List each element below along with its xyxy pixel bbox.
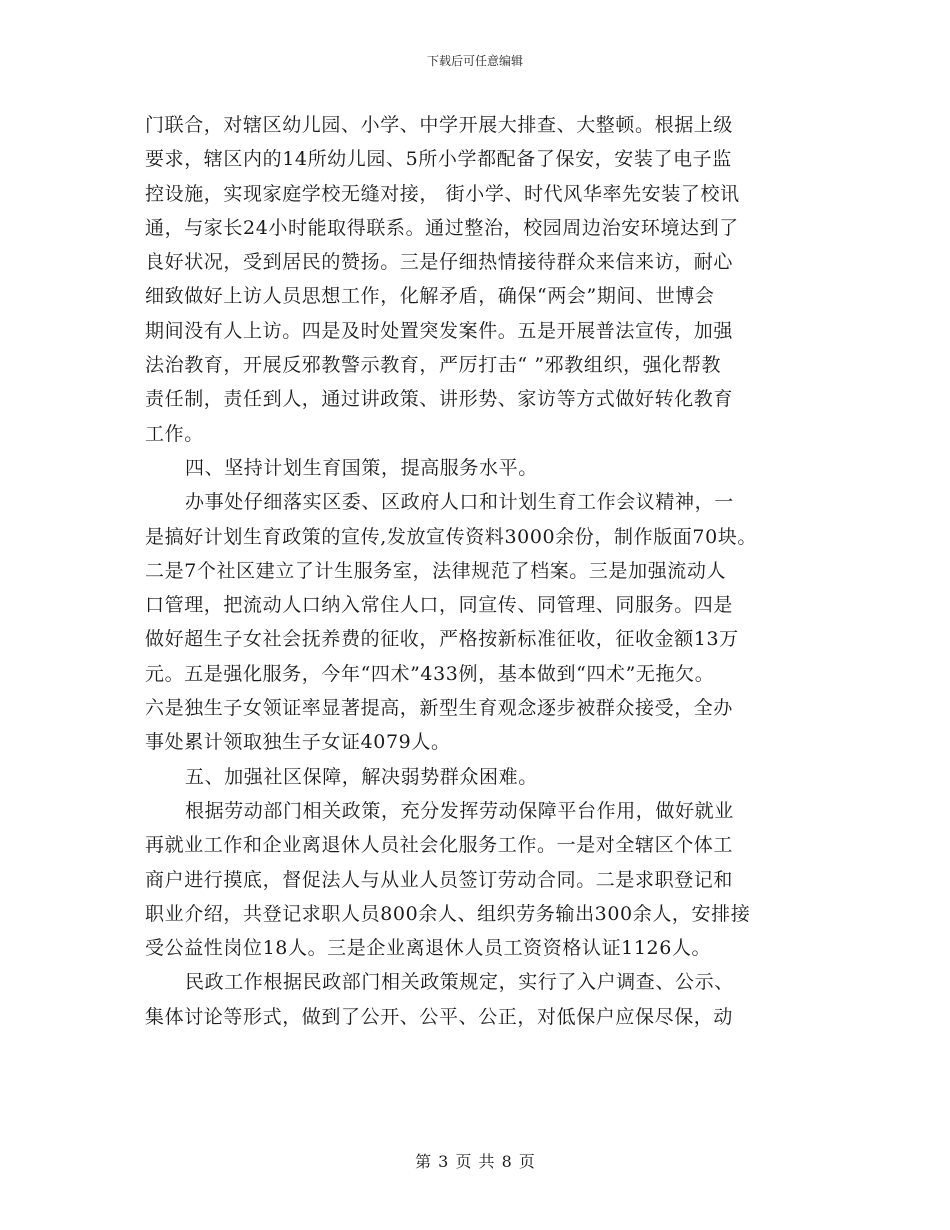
text-line: 受公益性岗位18人。三是企业离退休人员工资资格认证1126人。 <box>145 937 712 960</box>
header-note: 下载后可任意编辑 <box>426 54 523 68</box>
text-line: 法治教育，开展反邪教警示教育，严厉打击“ ”邪教组织，强化帮教 <box>145 354 722 377</box>
text-line: 门联合，对辖区幼儿园、小学、中学开展大排查、大整顿。根据上级 <box>145 114 734 136</box>
text-line: 职业介绍，共登记求职人员800余人、组织劳务输出300余人，安排接 <box>145 902 751 925</box>
section-heading: 五、加强社区保障，解决弱势群众困难。 <box>185 765 538 788</box>
page-number-footer: 第 3 页 共 8 页 <box>415 1152 535 1171</box>
text-line: 二是7个社区建立了计生服务室，法律规范了档案。三是加强流动人 <box>145 559 727 582</box>
text-line: 做好超生子女社会抚养费的征收，严格按新标准征收，征收金额13万 <box>145 628 739 651</box>
text-line: 事处累计领取独生子女证4079人。 <box>145 731 451 754</box>
text-line: 通，与家长24小时能取得联系。通过整治，校园周边治安环境达到了 <box>145 216 739 239</box>
text-line: 口管理，把流动人口纳入常住人口，同宣传、同管理、同服务。四是 <box>145 594 734 617</box>
body-text <box>145 108 805 1034</box>
text-line: 是搞好计划生育政策的宣传,发放宣传资料3000余份，制作版面70块。 <box>145 525 757 548</box>
text-line: 良好状况，受到居民的赞扬。三是仔细热情接待群众来信来访，耐心 <box>145 251 734 274</box>
section-heading: 四、坚持计划生育国策，提高服务水平。 <box>185 456 538 479</box>
text-line: 商户进行摸底，督促法人与从业人员签订劳动合同。二是求职登记和 <box>145 868 734 891</box>
text-line: 细致做好上访人员思想工作，化解矛盾，确保“两会”期间、世博会 <box>145 285 715 308</box>
text-line: 再就业工作和企业离退休人员社会化服务工作。一是对全辖区个体工 <box>145 834 734 857</box>
text-line: 要求，辖区内的14所幼儿园、5所小学都配备了保安，安装了电子监 <box>145 148 732 171</box>
text-line: 集体讨论等形式，做到了公开、公平、公正，对低保户应保尽保，动 <box>145 1005 734 1028</box>
paragraph-start-line: 民政工作根据民政部门相关政策规定，实行了入户调查、公示、 <box>185 971 734 994</box>
text-line: 期间没有人上访。四是及时处置突发案件。五是开展普法宣传，加强 <box>145 319 734 342</box>
text-line: 责任制，责任到人，通过讲政策、讲形势、家访等方式做好转化教育 <box>145 388 734 411</box>
text-line: 六是独生子女领证率显著提高，新型生育观念逐步被群众接受，全办 <box>145 697 734 720</box>
text-line: 元。五是强化服务，今年“四术”433例，基本做到“四术”无拖欠。 <box>145 662 715 685</box>
paragraph-start-line: 办事处仔细落实区委、区政府人口和计划生育工作会议精神，一 <box>185 491 734 514</box>
text-line: 工作。 <box>145 422 204 445</box>
text-line: 控设施，实现家庭学校无缝对接， 街小学、时代风华率先安装了校讯 <box>145 182 740 205</box>
paragraph-start-line: 根据劳动部门相关政策，充分发挥劳动保障平台作用，做好就业 <box>185 799 734 822</box>
